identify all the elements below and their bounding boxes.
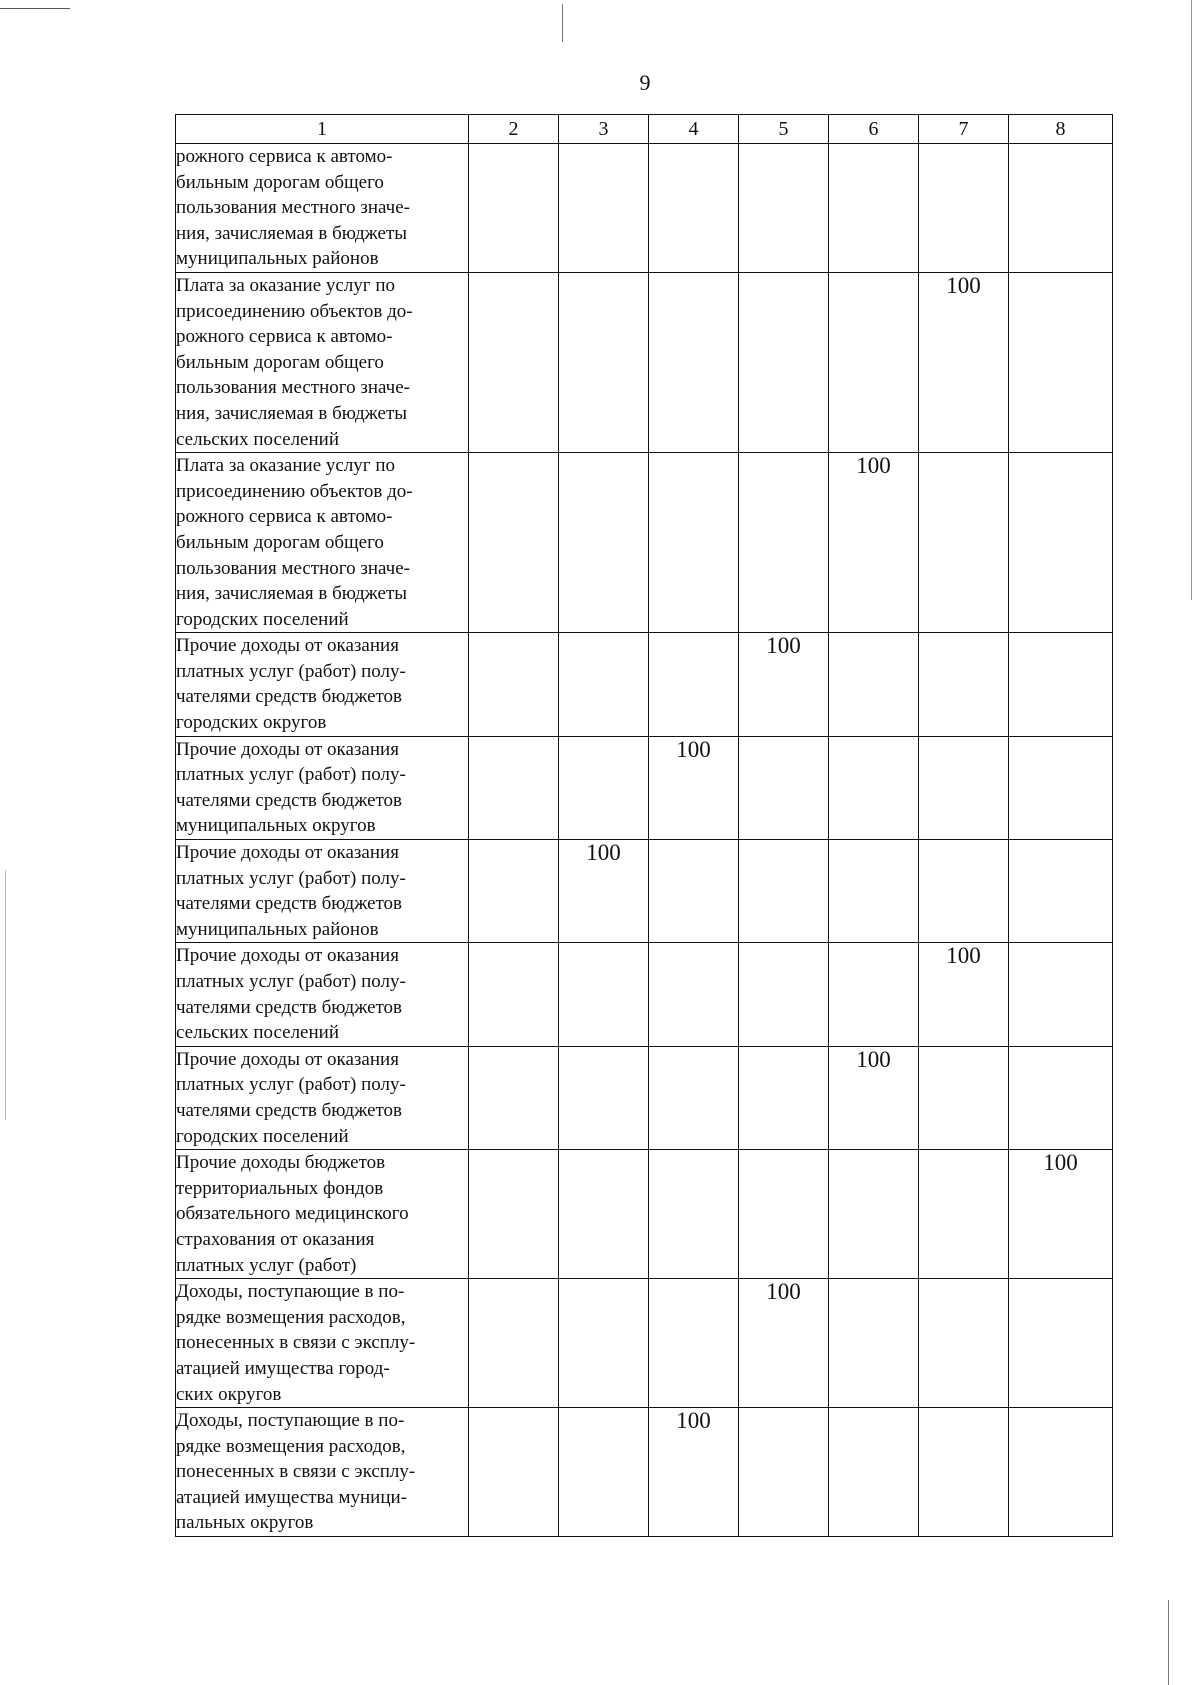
share-percent-cell-col-7 bbox=[919, 1046, 1009, 1149]
share-percent-cell-col-2 bbox=[469, 272, 559, 452]
share-percent-cell-col-3 bbox=[559, 144, 649, 273]
share-percent-cell-col-3 bbox=[559, 1408, 649, 1537]
share-percent-cell-col-3 bbox=[559, 1279, 649, 1408]
share-percent-cell-col-6 bbox=[829, 736, 919, 839]
share-percent-cell-col-3 bbox=[559, 633, 649, 736]
share-percent-cell-col-7 bbox=[919, 840, 1009, 943]
share-percent-cell-col-6 bbox=[829, 1279, 919, 1408]
description-line: платных услуг (работ) полу- bbox=[176, 971, 406, 992]
column-header-7: 7 bbox=[919, 115, 1009, 144]
description-line: понесенных в связи с эксплу- bbox=[176, 1332, 416, 1354]
share-percent-cell-col-3 bbox=[559, 736, 649, 839]
revenue-distribution-table bbox=[175, 114, 1113, 1537]
share-percent-cell-col-5 bbox=[739, 272, 829, 452]
share-percent-cell-col-5 bbox=[739, 840, 829, 943]
description-line: атацией имущества муници- bbox=[176, 1486, 407, 1508]
share-percent-cell-col-8 bbox=[1009, 1408, 1113, 1537]
share-percent-cell-col-7 bbox=[919, 633, 1009, 736]
description-line: понесенных в связи с эксплу- bbox=[176, 1461, 416, 1483]
share-percent-cell-col-7 bbox=[919, 453, 1009, 633]
description-line: рожного сервиса к автомо- bbox=[176, 506, 393, 528]
description-line: Прочие доходы бюджетов bbox=[176, 1152, 386, 1174]
share-percent-cell-col-5 bbox=[739, 453, 829, 633]
description-line: городских округов bbox=[176, 712, 327, 734]
description-line: платных услуг (работ) полу- bbox=[176, 660, 406, 682]
page-number: 9 bbox=[639, 70, 651, 95]
revenue-description-cell bbox=[176, 1279, 469, 1408]
share-percent-cell-col-6 bbox=[829, 840, 919, 943]
description-line: платных услуг (работ) bbox=[176, 1254, 357, 1276]
share-percent-cell-col-8 bbox=[1009, 840, 1113, 943]
table-row bbox=[176, 633, 1113, 736]
share-percent-cell-col-2 bbox=[469, 1150, 559, 1279]
description-line: ния, зачисляемая в бюджеты bbox=[176, 222, 408, 244]
description-line: рожного сервиса к автомо- bbox=[176, 146, 393, 167]
description-line: Прочие доходы от оказания bbox=[176, 738, 399, 760]
column-header-1: 1 bbox=[176, 115, 469, 144]
description-line: бильным дорогам общего bbox=[176, 531, 384, 553]
share-percent-cell-col-6: 100 bbox=[829, 453, 919, 633]
share-percent-cell-col-4 bbox=[649, 144, 739, 273]
table-row bbox=[176, 943, 1113, 1046]
share-percent-cell-col-5: 100 bbox=[739, 633, 829, 736]
column-header-6: 6 bbox=[829, 115, 919, 144]
share-percent-cell-col-3 bbox=[559, 1150, 649, 1279]
description-line: пользования местного значе- bbox=[176, 377, 411, 399]
scan-artifact-bottom-right bbox=[1168, 1600, 1169, 1685]
share-percent-cell-col-7 bbox=[919, 144, 1009, 273]
description-line: Доходы, поступающие в по- bbox=[176, 1410, 405, 1432]
share-percent-cell-col-2 bbox=[469, 943, 559, 1046]
revenue-description-cell bbox=[176, 1150, 469, 1279]
share-percent-cell-col-5 bbox=[739, 1408, 829, 1537]
share-percent-cell-col-8 bbox=[1009, 1046, 1113, 1149]
share-percent-cell-col-8 bbox=[1009, 144, 1113, 273]
share-percent-cell-col-2 bbox=[469, 840, 559, 943]
description-line: пальных округов bbox=[176, 1512, 314, 1534]
description-line: Прочие доходы от оказания bbox=[176, 945, 399, 967]
share-percent-cell-col-6 bbox=[829, 633, 919, 736]
share-percent-cell-col-8 bbox=[1009, 272, 1113, 452]
description-line: присоединению объектов до- bbox=[176, 300, 413, 322]
table-row bbox=[176, 272, 1113, 452]
share-percent-cell-col-5: 100 bbox=[739, 1279, 829, 1408]
description-line: рядке возмещения расходов, bbox=[176, 1435, 406, 1457]
share-percent-cell-col-7 bbox=[919, 1150, 1009, 1279]
description-line: пользования местного значе- bbox=[176, 197, 411, 219]
description-line: бильным дорогам общего bbox=[176, 351, 384, 373]
share-percent-cell-col-7 bbox=[919, 736, 1009, 839]
description-line: присоединению объектов до- bbox=[176, 480, 413, 502]
revenue-description-cell bbox=[176, 840, 469, 943]
share-percent-cell-col-3: 100 bbox=[559, 840, 649, 943]
share-percent-cell-col-5 bbox=[739, 943, 829, 1046]
table-row bbox=[176, 1150, 1113, 1279]
revenue-description-cell bbox=[176, 1408, 469, 1537]
description-line: муниципальных районов bbox=[176, 248, 379, 270]
share-percent-cell-col-7 bbox=[919, 1279, 1009, 1408]
description-line: страхования от оказания bbox=[176, 1228, 375, 1250]
table-row bbox=[176, 1279, 1113, 1408]
description-line: бильным дорогам общего bbox=[176, 171, 384, 193]
share-percent-cell-col-4 bbox=[649, 633, 739, 736]
scan-artifact-top-left bbox=[0, 8, 70, 9]
description-line: городских поселений bbox=[176, 1125, 349, 1147]
share-percent-cell-col-4 bbox=[649, 1150, 739, 1279]
description-line: Доходы, поступающие в по- bbox=[176, 1281, 405, 1303]
share-percent-cell-col-8: 100 bbox=[1009, 1150, 1113, 1279]
share-percent-cell-col-4 bbox=[649, 943, 739, 1046]
share-percent-cell-col-4: 100 bbox=[649, 736, 739, 839]
share-percent-cell-col-3 bbox=[559, 272, 649, 452]
share-percent-cell-col-2 bbox=[469, 736, 559, 839]
share-percent-cell-col-6: 100 bbox=[829, 1046, 919, 1149]
description-line: платных услуг (работ) полу- bbox=[176, 1074, 406, 1096]
share-percent-cell-col-8 bbox=[1009, 453, 1113, 633]
description-line: муниципальных районов bbox=[176, 918, 379, 940]
share-percent-cell-col-2 bbox=[469, 633, 559, 736]
description-line: платных услуг (работ) полу- bbox=[176, 867, 406, 889]
share-percent-cell-col-8 bbox=[1009, 1279, 1113, 1408]
description-line: рожного сервиса к автомо- bbox=[176, 326, 393, 348]
description-line: территориальных фондов bbox=[176, 1177, 384, 1199]
share-percent-cell-col-8 bbox=[1009, 633, 1113, 736]
share-percent-cell-col-6 bbox=[829, 1150, 919, 1279]
description-line: Плата за оказание услуг по bbox=[176, 455, 396, 477]
description-line: ния, зачисляемая в бюджеты bbox=[176, 583, 408, 605]
share-percent-cell-col-5 bbox=[739, 736, 829, 839]
description-line: чателями средств бюджетов bbox=[176, 1099, 403, 1121]
share-percent-cell-col-3 bbox=[559, 943, 649, 1046]
revenue-description-cell bbox=[176, 633, 469, 736]
column-header-8: 8 bbox=[1009, 115, 1113, 144]
share-percent-cell-col-2 bbox=[469, 1279, 559, 1408]
table-row bbox=[176, 1046, 1113, 1149]
description-line: ских округов bbox=[176, 1383, 282, 1405]
share-percent-cell-col-8 bbox=[1009, 943, 1113, 1046]
table-row bbox=[176, 840, 1113, 943]
column-header-2: 2 bbox=[469, 115, 559, 144]
share-percent-cell-col-4 bbox=[649, 272, 739, 452]
description-line: городских поселений bbox=[176, 608, 349, 630]
revenue-description-cell bbox=[176, 943, 469, 1046]
description-line: пользования местного значе- bbox=[176, 557, 411, 579]
share-percent-cell-col-6 bbox=[829, 144, 919, 273]
revenue-description-cell bbox=[176, 1046, 469, 1149]
description-line: сельских поселений bbox=[176, 1022, 339, 1044]
share-percent-cell-col-6 bbox=[829, 943, 919, 1046]
share-percent-cell-col-8 bbox=[1009, 736, 1113, 839]
share-percent-cell-col-4 bbox=[649, 1279, 739, 1408]
table-body bbox=[176, 144, 1113, 1537]
share-percent-cell-col-6 bbox=[829, 1408, 919, 1537]
description-line: чателями средств бюджетов bbox=[176, 686, 403, 708]
share-percent-cell-col-3 bbox=[559, 453, 649, 633]
table-row bbox=[176, 453, 1113, 633]
description-line: Прочие доходы от оказания bbox=[176, 842, 399, 864]
share-percent-cell-col-5 bbox=[739, 1150, 829, 1279]
share-percent-cell-col-2 bbox=[469, 144, 559, 273]
description-line: Прочие доходы от оказания bbox=[176, 1048, 399, 1070]
description-line: чателями средств бюджетов bbox=[176, 789, 403, 811]
description-line: чателями средств бюджетов bbox=[176, 893, 403, 915]
revenue-description-cell bbox=[176, 736, 469, 839]
share-percent-cell-col-6 bbox=[829, 272, 919, 452]
share-percent-cell-col-7: 100 bbox=[919, 943, 1009, 1046]
share-percent-cell-col-5 bbox=[739, 1046, 829, 1149]
description-line: атацией имущества город- bbox=[176, 1357, 390, 1379]
share-percent-cell-col-4 bbox=[649, 453, 739, 633]
table-row bbox=[176, 1408, 1113, 1537]
table-header-row bbox=[176, 115, 1113, 144]
description-line: Плата за оказание услуг по bbox=[176, 274, 396, 296]
revenue-description-cell bbox=[176, 453, 469, 633]
description-line: муниципальных округов bbox=[176, 815, 376, 837]
share-percent-cell-col-7 bbox=[919, 1408, 1009, 1537]
table-row bbox=[176, 736, 1113, 839]
share-percent-cell-col-4 bbox=[649, 1046, 739, 1149]
description-line: ния, зачисляемая в бюджеты bbox=[176, 402, 408, 424]
description-line: обязательного медицинского bbox=[176, 1203, 409, 1225]
description-line: платных услуг (работ) полу- bbox=[176, 764, 406, 786]
share-percent-cell-col-2 bbox=[469, 453, 559, 633]
revenue-description-cell bbox=[176, 272, 469, 452]
share-percent-cell-col-4 bbox=[649, 840, 739, 943]
description-line: чателями средств бюджетов bbox=[176, 996, 403, 1018]
description-line: сельских поселений bbox=[176, 428, 339, 450]
column-header-4: 4 bbox=[649, 115, 739, 144]
scan-artifact-left-edge bbox=[5, 870, 6, 1120]
share-percent-cell-col-2 bbox=[469, 1046, 559, 1149]
column-header-3: 3 bbox=[559, 115, 649, 144]
share-percent-cell-col-5 bbox=[739, 144, 829, 273]
revenue-description-cell bbox=[176, 144, 469, 273]
share-percent-cell-col-2 bbox=[469, 1408, 559, 1537]
share-percent-cell-col-3 bbox=[559, 1046, 649, 1149]
table-row bbox=[176, 144, 1113, 273]
scan-artifact-top-center bbox=[562, 4, 563, 42]
share-percent-cell-col-7: 100 bbox=[919, 272, 1009, 452]
description-line: рядке возмещения расходов, bbox=[176, 1306, 406, 1328]
column-header-5: 5 bbox=[739, 115, 829, 144]
description-line: Прочие доходы от оказания bbox=[176, 635, 399, 657]
share-percent-cell-col-4: 100 bbox=[649, 1408, 739, 1537]
